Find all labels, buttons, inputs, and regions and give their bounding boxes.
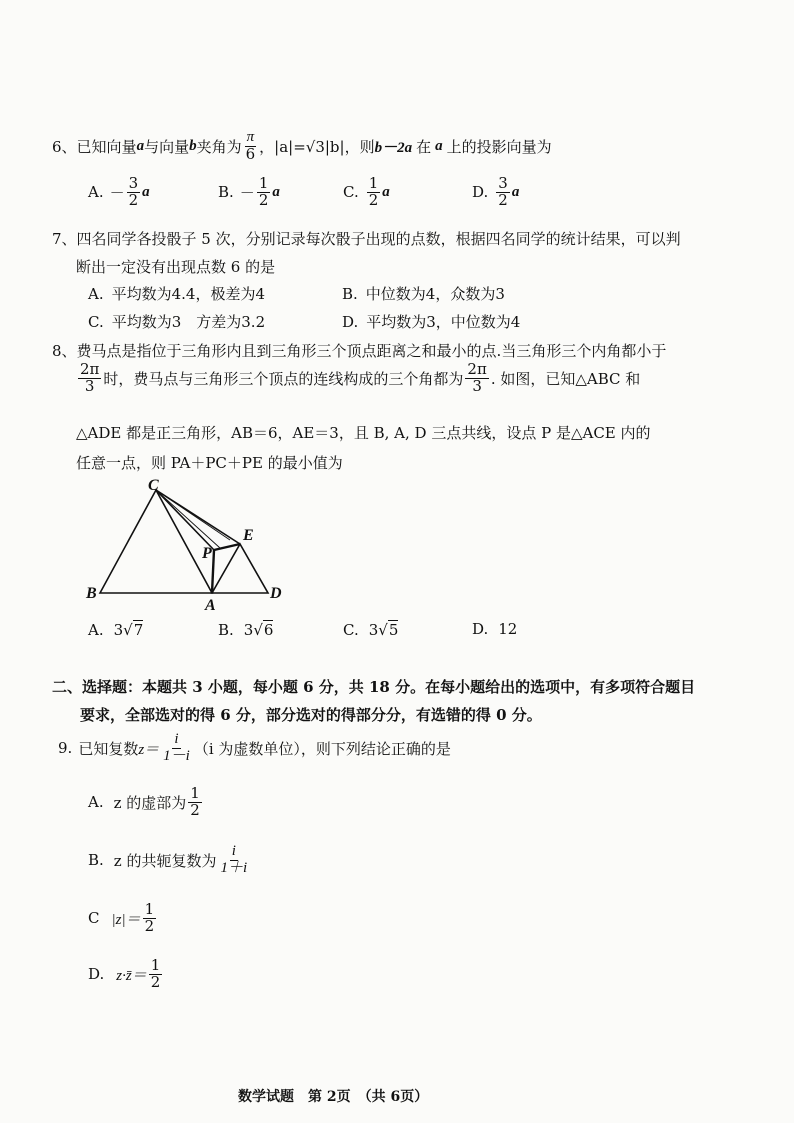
q8-angle-fraction xyxy=(465,362,488,395)
q8-text: 时，费马点与三角形三个顶点的连线构成的三个角都为 xyxy=(103,369,464,388)
q6-text: 上的投影向量为 xyxy=(446,137,552,156)
option-label: D. xyxy=(472,183,489,202)
option-coefficient: 3 xyxy=(243,620,254,639)
option-label: D. xyxy=(88,965,105,984)
q8-stem-line3: △ADE 都是正三角形，AB＝6，AE＝3，且 B, A, D 三点共线，设点 P 是△ACE 内的 xyxy=(76,424,651,442)
q6-option-d[interactable] xyxy=(472,176,519,209)
page-footer: 数学试题 第 2页 （共 6页） xyxy=(238,1089,429,1105)
option-variable: a xyxy=(511,183,520,200)
fraction-numerator: 1 xyxy=(258,174,269,192)
option-text: 中位数为4，众数为3 xyxy=(365,285,505,303)
option-radicand: 7 xyxy=(133,621,144,639)
fraction-numerator: 1 xyxy=(368,174,379,192)
option-text: z·z̄＝ xyxy=(116,967,147,984)
triangle-ade xyxy=(212,544,268,593)
fraction-denominator: 3 xyxy=(472,376,482,395)
option-label: A. xyxy=(88,620,104,639)
q8-option-c[interactable] xyxy=(343,620,398,639)
q9-text: 已知复数 xyxy=(78,739,139,758)
label-d: D xyxy=(270,585,282,602)
section2-header-line1: 二、选择题：本题共 3 小题，每小题 6 分，共 18 分。在每小题给出的选项中，有多项符合题目 xyxy=(52,678,696,696)
label-e: E xyxy=(243,527,254,544)
q7-stem-line2: 断出一定没有出现点数 6 的是 xyxy=(76,258,276,276)
option-fraction xyxy=(127,176,141,209)
option-fraction xyxy=(257,176,271,209)
option-label: A. xyxy=(88,793,104,812)
q8-option-b[interactable] xyxy=(218,620,273,639)
option-fraction xyxy=(143,902,157,935)
option-label: D. xyxy=(342,312,359,331)
q9-option-a[interactable] xyxy=(88,786,204,819)
fraction-numerator: 1 xyxy=(190,784,200,802)
option-text: 平均数为3 方差为3.2 xyxy=(111,313,266,331)
q7-option-c[interactable] xyxy=(88,311,265,332)
radical-sign: √ xyxy=(123,620,133,639)
label-c: C xyxy=(148,477,159,494)
q6-vector-a: a xyxy=(136,137,145,154)
q6-condition: ，|a|=√3|b|，则 xyxy=(259,137,375,156)
option-fraction xyxy=(367,176,381,209)
option-label: C. xyxy=(343,183,359,202)
fraction-numerator: 3 xyxy=(128,174,139,192)
q6-text: 与向量 xyxy=(144,137,190,156)
option-variable: a xyxy=(272,183,280,200)
option-label: B. xyxy=(218,620,234,639)
segment-c-e-aux xyxy=(156,490,230,540)
q6-option-c[interactable] xyxy=(343,176,390,209)
fraction-numerator: i xyxy=(174,731,179,747)
fraction-denominator: 2 xyxy=(190,800,200,819)
q6-option-a[interactable] xyxy=(88,176,150,209)
q8-option-d[interactable] xyxy=(472,620,517,638)
fraction-denominator: 2 xyxy=(128,190,139,209)
fraction-numerator: 1 xyxy=(150,956,161,974)
fraction-denominator: 2 xyxy=(144,916,155,935)
option-text: 平均数为3，中位数为4 xyxy=(366,313,521,331)
segment-pa xyxy=(212,550,214,593)
fraction-numerator: 1 xyxy=(144,900,155,918)
option-label: B. xyxy=(342,284,358,303)
option-text: z 的共轭复数为 xyxy=(113,851,217,870)
q9-text: （i 为虚数单位），则下列结论正确的是 xyxy=(193,739,451,758)
segment-c-p-aux xyxy=(156,490,220,548)
fraction-numerator: 2π xyxy=(80,360,100,378)
option-label: B. xyxy=(88,851,104,870)
option-fraction xyxy=(188,786,202,819)
option-text: 平均数为4.4，极差为4 xyxy=(111,285,266,303)
fraction-numerator: 3 xyxy=(498,174,508,192)
q9-number: 9. xyxy=(58,739,73,758)
option-radicand: 5 xyxy=(388,621,399,639)
fraction-denominator: 3 xyxy=(84,376,95,395)
q9-z-equals: z＝ xyxy=(138,741,160,758)
q7-option-a[interactable] xyxy=(88,283,265,304)
q9-fraction xyxy=(161,732,192,765)
option-coefficient: 12 xyxy=(498,620,518,638)
option-radicand: 6 xyxy=(263,621,274,639)
option-label: B. xyxy=(218,183,234,202)
q6-angle-fraction xyxy=(244,130,258,163)
fraction-denominator: 2 xyxy=(150,972,161,991)
q8-figure xyxy=(80,476,300,616)
q6-expression: b－2a xyxy=(374,139,413,156)
label-b: B xyxy=(86,585,97,602)
q7-stem-line1: 7、四名同学各投骰子 5 次，分别记录每次骰子出现的点数，根据四名同学的统计结果，可以判 xyxy=(52,230,681,248)
option-label: C xyxy=(88,909,100,928)
option-label: C. xyxy=(343,620,359,639)
fraction-denominator: 2 xyxy=(498,190,508,209)
q9-stem xyxy=(58,732,451,765)
option-fraction xyxy=(218,844,249,877)
q9-option-b[interactable] xyxy=(88,844,251,877)
option-variable: a xyxy=(382,183,390,200)
q6-text: 在 xyxy=(416,137,432,156)
fraction-denominator: 1＋i xyxy=(220,859,248,876)
q6-vector-b: b xyxy=(189,137,197,154)
option-text: z 的虚部为 xyxy=(113,793,187,812)
fraction-numerator: π xyxy=(246,129,255,145)
fraction-denominator: 6 xyxy=(245,144,256,163)
q6-text: 已知向量 xyxy=(76,137,137,156)
option-coefficient: 3 xyxy=(113,620,124,639)
q8-stem-line2 xyxy=(76,362,640,395)
q8-stem-line1: 8、费马点是指位于三角形内且到三角形三个顶点距离之和最小的点.当三角形三个内角都小于 xyxy=(52,342,667,360)
option-coefficient: 3 xyxy=(368,620,379,639)
q8-stem-line4: 任意一点，则 PA＋PC＋PE 的最小值为 xyxy=(76,454,343,472)
label-p: P xyxy=(202,545,212,562)
label-a: A xyxy=(205,597,216,614)
option-label: C. xyxy=(88,312,104,331)
option-sign: － xyxy=(109,183,125,202)
option-label: A. xyxy=(88,183,104,202)
q6-vector-a: a xyxy=(435,137,443,154)
fraction-denominator: 2 xyxy=(258,190,269,209)
fraction-denominator: 2 xyxy=(368,190,379,209)
q6-text: 夹角为 xyxy=(196,137,242,156)
q7-option-d[interactable] xyxy=(342,311,520,332)
radical-sign: √ xyxy=(378,620,388,639)
option-label: D. xyxy=(472,620,489,638)
q8-option-a[interactable] xyxy=(88,620,143,639)
section2-header-line2: 要求，全部选对的得 6 分，部分选对的得部分分，有选错的得 0 分。 xyxy=(80,706,542,724)
option-label: A. xyxy=(88,284,104,303)
option-fraction xyxy=(496,176,510,209)
fraction-denominator: 1－i xyxy=(163,747,190,764)
segment-pc xyxy=(156,490,214,550)
q6-stem xyxy=(52,130,552,163)
segment-pe xyxy=(214,544,240,550)
q9-option-d[interactable] xyxy=(88,958,164,991)
q6-number: 6、 xyxy=(52,137,77,156)
fraction-numerator: 2π xyxy=(467,360,487,378)
q6-option-b[interactable] xyxy=(218,176,280,209)
fraction-numerator: i xyxy=(231,843,236,859)
q8-text: . 如图，已知△ABC 和 xyxy=(490,369,641,388)
triangle-abc xyxy=(100,490,212,593)
option-fraction xyxy=(149,958,163,991)
q7-option-b[interactable] xyxy=(342,283,505,304)
radical-sign: √ xyxy=(253,620,263,639)
option-sign: － xyxy=(239,183,255,202)
q9-option-c[interactable] xyxy=(88,902,158,935)
q8-angle-fraction xyxy=(78,362,101,395)
option-text: |z|＝ xyxy=(111,911,141,928)
option-variable: a xyxy=(142,183,150,200)
